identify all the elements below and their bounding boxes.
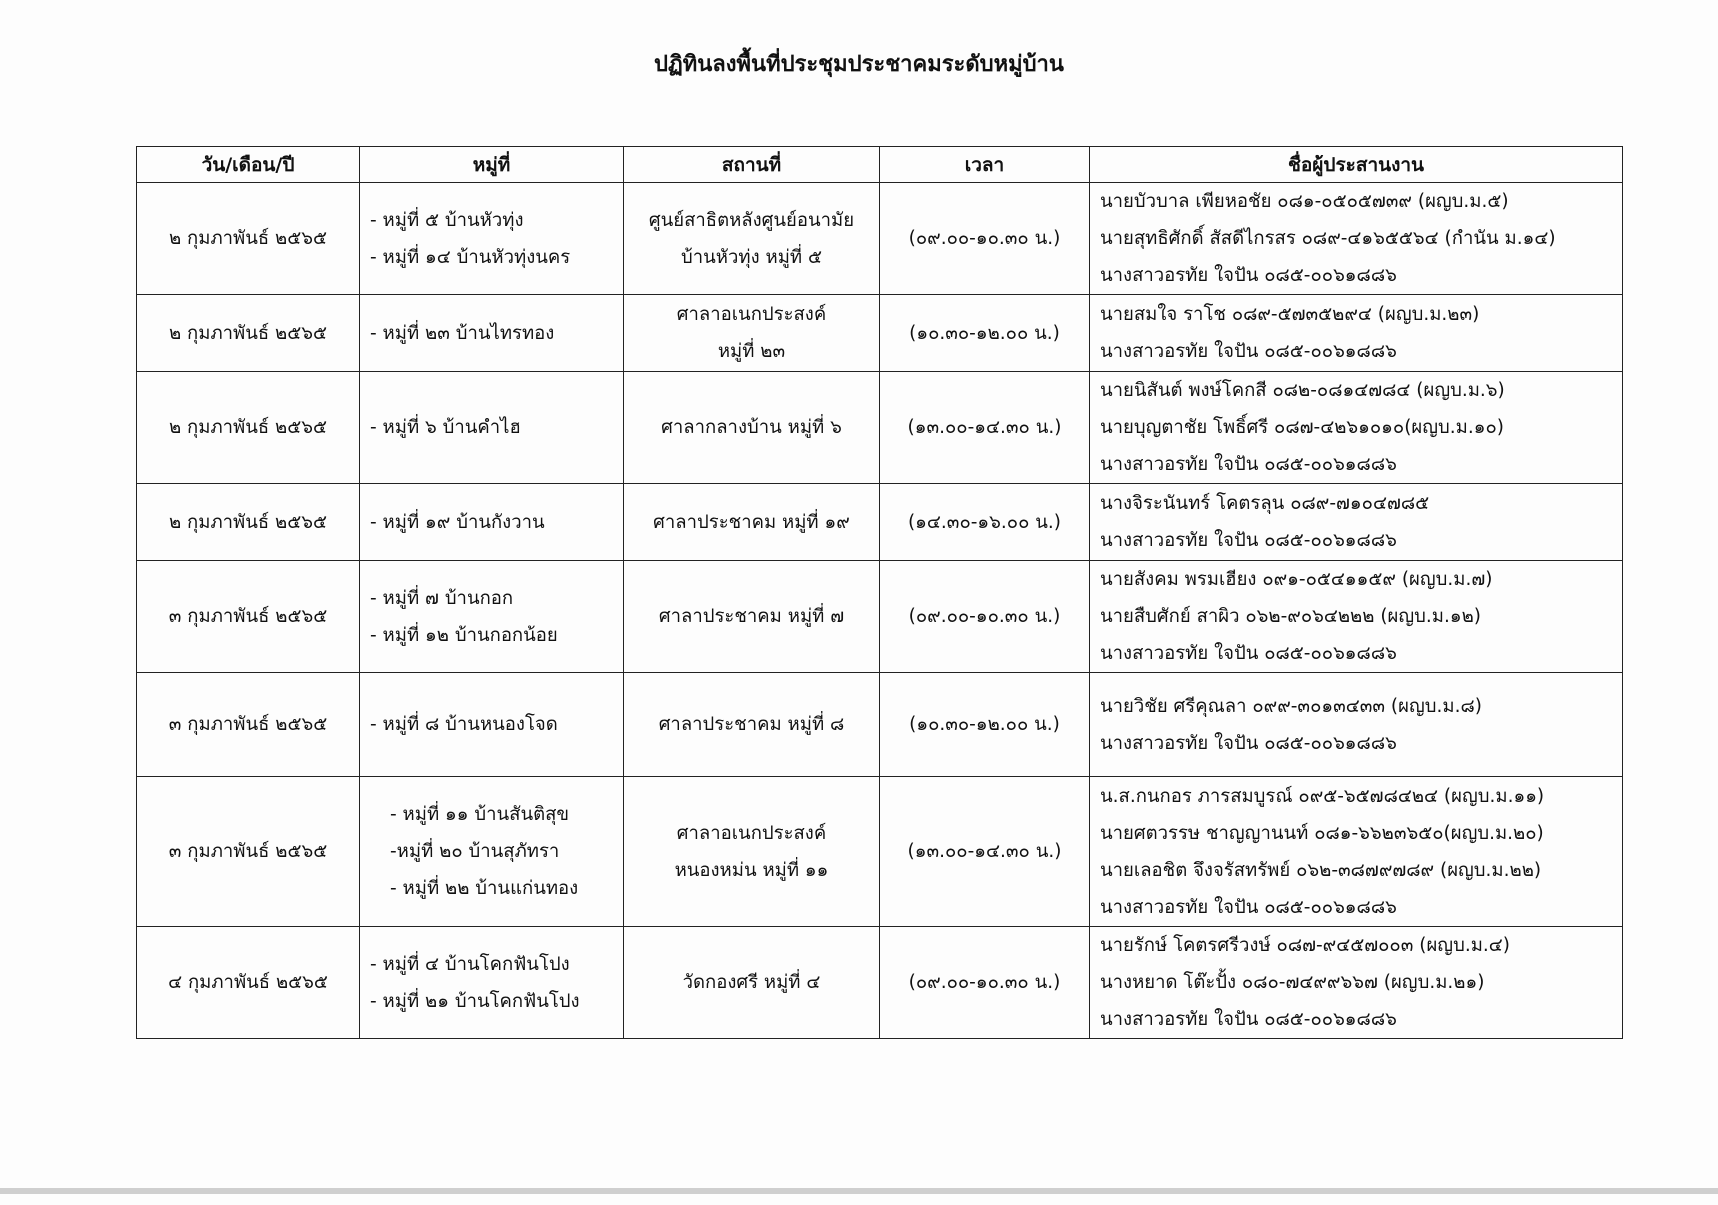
page-title: ปฏิทินลงพื้นที่ประชุมประชาคมระดับหมู่บ้าน (654, 52, 1064, 77)
place-line: ศาลาอเนกประสงค์ (676, 822, 827, 844)
cell-time: (๑๐.๓๐-๑๒.๐๐ น.) (880, 673, 1090, 777)
header-time: เวลา (880, 147, 1090, 183)
cell-place (624, 484, 880, 561)
header-place: สถานที่ (624, 147, 880, 183)
cell-village (360, 673, 624, 777)
village-line: - หมู่ที่ ๑๑ บ้านสันติสุข (390, 804, 570, 825)
table-header-row (137, 147, 1623, 183)
cell-date: ๒ กุมภาพันธ์ ๒๕๖๕ (137, 484, 360, 561)
village-line: - หมู่ที่ ๔ บ้านโคกฟันโปง (370, 953, 570, 975)
cell-date: ๒ กุมภาพันธ์ ๒๕๖๕ (137, 372, 360, 484)
village-line: - หมู่ที่ ๑๙ บ้านกังวาน (370, 511, 545, 533)
table-row (137, 484, 1623, 561)
cell-time: (๐๙.๐๐-๑๐.๓๐ น.) (880, 183, 1090, 295)
place-line: ศาลาอเนกประสงค์ (676, 304, 827, 325)
coordinator-line: นายบัวบาล เพียหอชัย ๐๘๑-๐๕๐๕๗๓๙ (ผญบ.ม.๕) (1100, 191, 1509, 212)
table-row (137, 295, 1623, 372)
coordinator-line: นายสืบศักย์ สาผิว ๐๖๒-๙๐๖๔๒๒๒ (ผญบ.ม.๑๒) (1100, 606, 1481, 627)
place-line: ศาลาประชาคม หมู่ที่ ๗ (658, 606, 845, 627)
cell-place (624, 673, 880, 777)
place-line: หนองหม่น หมู่ที่ ๑๑ (674, 859, 829, 881)
village-line: - หมู่ที่ ๑๔ บ้านหัวทุ่งนคร (370, 246, 571, 268)
coordinator-line: นางหยาด โต๊ะปั้ง ๐๘๐-๗๔๙๙๖๖๗ (ผญบ.ม.๒๑) (1100, 972, 1485, 993)
cell-place (624, 777, 880, 927)
village-line: - หมู่ที่ ๘ บ้านหนองโจด (370, 714, 558, 735)
cell-village (360, 777, 624, 927)
cell-village (360, 295, 624, 372)
village-line: -หมู่ที่ ๒๐ บ้านสุภัทรา (390, 841, 560, 862)
place-line: บ้านหัวทุ่ง หมู่ที่ ๕ (681, 246, 822, 268)
cell-place (624, 183, 880, 295)
coordinator-line: นางสาวอรทัย ใจปัน ๐๘๕-๐๐๖๑๘๘๖ (1100, 530, 1397, 551)
cell-date: ๓ กุมภาพันธ์ ๒๕๖๕ (137, 561, 360, 673)
header-coordinator: ชื่อผู้ประสานงาน (1090, 147, 1623, 183)
cell-date: ๒ กุมภาพันธ์ ๒๕๖๕ (137, 183, 360, 295)
place-line: ศูนย์สาธิตหลังศูนย์อนามัย (648, 209, 855, 231)
coordinator-line: นางสาวอรทัย ใจปัน ๐๘๕-๐๐๖๑๘๘๖ (1100, 896, 1397, 918)
table-row (137, 673, 1623, 777)
cell-coordinator (1090, 673, 1623, 777)
cell-time: (๑๔.๓๐-๑๖.๐๐ น.) (880, 484, 1090, 561)
coordinator-line: นางสาวอรทัย ใจปัน ๐๘๕-๐๐๖๑๘๘๖ (1100, 643, 1397, 664)
header-date: วัน/เดือน/ปี (137, 147, 360, 183)
coordinator-line: นายนิสันต์ พงษ์โคกสี ๐๘๒-๐๘๑๔๗๘๔ (ผญบ.ม.๖) (1100, 380, 1505, 401)
cell-date: ๓ กุมภาพันธ์ ๒๕๖๕ (137, 777, 360, 927)
coordinator-line: นายสังคม พรมเฮียง ๐๙๑-๐๕๔๑๑๕๙ (ผญบ.ม.๗) (1100, 569, 1493, 590)
scan-edge (0, 1188, 1718, 1194)
table-row (137, 183, 1623, 295)
coordinator-line: นายวิชัย ศรีคุณลา ๐๙๙-๓๐๑๓๔๓๓ (ผญบ.ม.๘) (1100, 695, 1482, 717)
cell-time: (๐๙.๐๐-๑๐.๓๐ น.) (880, 927, 1090, 1039)
table-row (137, 927, 1623, 1039)
village-line: - หมู่ที่ ๑๒ บ้านกอกน้อย (370, 624, 558, 646)
place-line: ศาลากลางบ้าน หมู่ที่ ๖ (661, 417, 842, 438)
cell-village (360, 183, 624, 295)
coordinator-line: นายศตวรรษ ชาญญานนท์ ๐๘๑-๖๖๒๓๖๕๐(ผญบ.ม.๒๐) (1100, 822, 1544, 844)
cell-coordinator (1090, 777, 1623, 927)
village-line: - หมู่ที่ ๖ บ้านคำไฮ (370, 417, 521, 438)
cell-coordinator (1090, 183, 1623, 295)
cell-village (360, 561, 624, 673)
cell-coordinator (1090, 484, 1623, 561)
place-line: ศาลาประชาคม หมู่ที่ ๑๙ (653, 511, 850, 533)
village-line: - หมู่ที่ ๕ บ้านหัวทุ่ง (370, 209, 524, 231)
coordinator-line: นางสาวอรทัย ใจปัน ๐๘๕-๐๐๖๑๘๘๖ (1100, 265, 1397, 286)
cell-coordinator (1090, 372, 1623, 484)
coordinator-line: นางจิระนันทร์ โคตรลุน ๐๘๙-๗๑๐๔๗๘๕ (1100, 493, 1430, 514)
coordinator-line: น.ส.กนกอร ภารสมบูรณ์ ๐๙๕-๖๕๗๘๔๒๔ (ผญบ.ม.๑๑) (1100, 785, 1545, 807)
coordinator-line: นายเลอชิต จึงจรัสทรัพย์ ๐๖๒-๓๘๗๙๗๘๙ (ผญบ.ม.๒๒) (1100, 859, 1542, 881)
table-row (137, 561, 1623, 673)
coordinator-line: นางสาวอรทัย ใจปัน ๐๘๕-๐๐๖๑๘๘๖ (1100, 454, 1397, 475)
coordinator-line: นางสาวอรทัย ใจปัน ๐๘๕-๐๐๖๑๘๘๖ (1100, 1009, 1397, 1030)
cell-place (624, 927, 880, 1039)
table-body (137, 183, 1623, 1039)
cell-date: ๒ กุมภาพันธ์ ๒๕๖๕ (137, 295, 360, 372)
coordinator-line: นายสมใจ ราโช ๐๘๙-๕๗๓๕๒๙๔ (ผญบ.ม.๒๓) (1100, 304, 1480, 325)
village-line: - หมู่ที่ ๒๒ บ้านแก่นทอง (390, 878, 579, 899)
village-line: - หมู่ที่ ๒๓ บ้านไทรทอง (370, 322, 555, 344)
cell-time: (๑๐.๓๐-๑๒.๐๐ น.) (880, 295, 1090, 372)
cell-place (624, 561, 880, 673)
cell-village (360, 927, 624, 1039)
place-line: วัดกองศรี หมู่ที่ ๔ (682, 972, 821, 993)
coordinator-line: นางสาวอรทัย ใจปัน ๐๘๕-๐๐๖๑๘๘๖ (1100, 341, 1397, 362)
coordinator-line: นายสุทธิศักดิ์ สัสดีไกรสร ๐๘๙-๔๑๖๕๕๖๔ (กำนัน ม.๑๔) (1100, 228, 1556, 249)
cell-village (360, 484, 624, 561)
table-row (137, 372, 1623, 484)
place-line: ศาลาประชาคม หมู่ที่ ๘ (658, 714, 845, 735)
schedule-table (136, 146, 1623, 1039)
header-village: หมู่ที่ (360, 147, 624, 183)
cell-place (624, 372, 880, 484)
coordinator-line: นางสาวอรทัย ใจปัน ๐๘๕-๐๐๖๑๘๘๖ (1100, 732, 1397, 754)
village-line: - หมู่ที่ ๒๑ บ้านโคกฟันโปง (370, 990, 580, 1012)
cell-date: ๔ กุมภาพันธ์ ๒๕๖๕ (137, 927, 360, 1039)
cell-coordinator (1090, 295, 1623, 372)
cell-coordinator (1090, 561, 1623, 673)
cell-time: (๑๓.๐๐-๑๔.๓๐ น.) (880, 372, 1090, 484)
coordinator-line: นายรักษ์ โคตรศรีวงษ์ ๐๘๗-๙๔๕๗๐๐๓ (ผญบ.ม.๔) (1100, 935, 1510, 956)
village-line: - หมู่ที่ ๗ บ้านกอก (370, 587, 514, 609)
coordinator-line: นายบุญตาชัย โพธิ์ศรี ๐๘๗-๔๒๖๑๐๑๐(ผญบ.ม.๑๐) (1100, 417, 1504, 438)
cell-date: ๓ กุมภาพันธ์ ๒๕๖๕ (137, 673, 360, 777)
cell-village (360, 372, 624, 484)
cell-place (624, 295, 880, 372)
cell-coordinator (1090, 927, 1623, 1039)
cell-time: (๑๓.๐๐-๑๔.๓๐ น.) (880, 777, 1090, 927)
place-line: หมู่ที่ ๒๓ (717, 341, 786, 362)
table-row (137, 777, 1623, 927)
cell-time: (๐๙.๐๐-๑๐.๓๐ น.) (880, 561, 1090, 673)
